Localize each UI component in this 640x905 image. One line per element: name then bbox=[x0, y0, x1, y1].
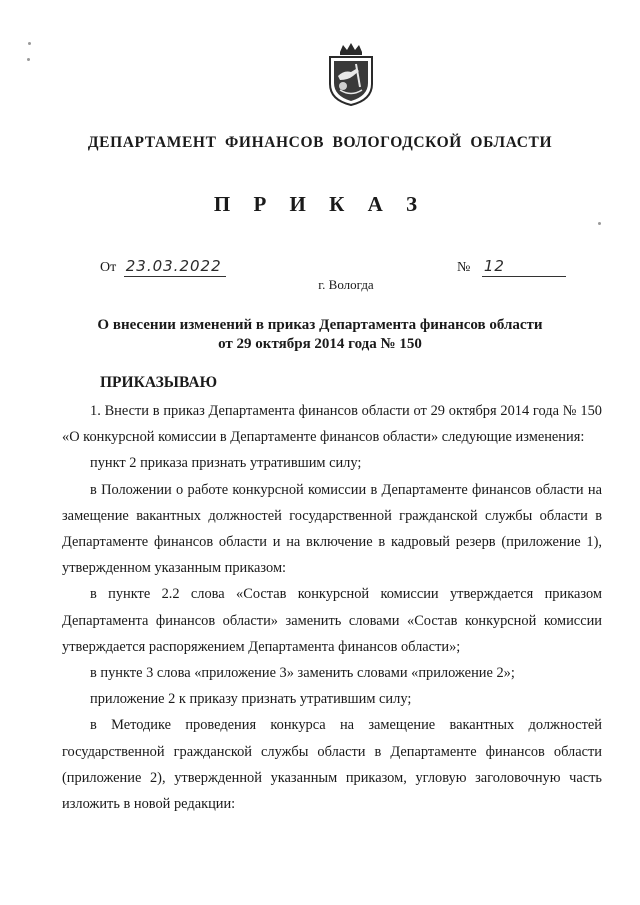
handwritten-number: 12 bbox=[482, 257, 566, 277]
coat-of-arms-emblem bbox=[326, 42, 376, 106]
city-name: г. Вологда bbox=[318, 277, 374, 292]
number-field bbox=[457, 257, 566, 277]
scan-speck bbox=[27, 58, 30, 61]
date-field bbox=[100, 257, 226, 277]
body-paragraph: в пункте 2.2 слова «Состав конкурсной комиссии утверждается приказом Департамента финансов области» заменить словами «Состав конкурсной комиссии утверждается распоряжением Департамента финансов области»; bbox=[62, 586, 602, 655]
subject-line-1: О внесении изменений в приказ Департамента финансов области bbox=[97, 317, 543, 333]
scan-speck bbox=[598, 222, 601, 225]
order-directive: ПРИКАЗЫВАЮ bbox=[100, 374, 218, 391]
order-subject bbox=[0, 316, 640, 354]
body-paragraph: в Методике проведения конкурса на замещение вакантных должностей государственной гражданской службы области в Департаменте финансов области (приложение 2), утвержденной указанным приказом, угловую заголовочную часть изложить в новой редакции: bbox=[62, 717, 602, 813]
department-name: ДЕПАРТАМЕНТ ФИНАНСОВ ВОЛОГОДСКОЙ ОБЛАСТИ bbox=[87, 134, 553, 151]
handwritten-date: 23.03.2022 bbox=[124, 257, 226, 277]
date-prefix: От bbox=[100, 260, 117, 275]
order-body bbox=[62, 398, 602, 817]
body-paragraph: в пункте 3 слова «приложение 3» заменить словами «приложение 2»; bbox=[90, 665, 515, 682]
subject-line-2: от 29 октября 2014 года № 150 bbox=[218, 336, 422, 352]
number-prefix: № bbox=[457, 260, 471, 275]
scan-speck bbox=[28, 42, 31, 45]
body-paragraph: в Положении о работе конкурсной комиссии в Департаменте финансов области на замещение вакантных должностей государственной гражданской службы области в Департаменте финансов области и на включение в кадровый резерв (приложение 1), утвержденном указанным приказом: bbox=[62, 481, 602, 577]
body-paragraph: приложение 2 к приказу признать утратившим силу; bbox=[90, 691, 412, 708]
document-title: П Р И К А З bbox=[213, 192, 427, 216]
body-paragraph: 1. Внести в приказ Департамента финансов области от 29 октября 2014 года № 150 «О конкурсной комиссии в Департаменте финансов области» следующие изменения: bbox=[62, 403, 602, 446]
body-paragraph: пункт 2 приказа признать утратившим силу; bbox=[90, 455, 362, 472]
